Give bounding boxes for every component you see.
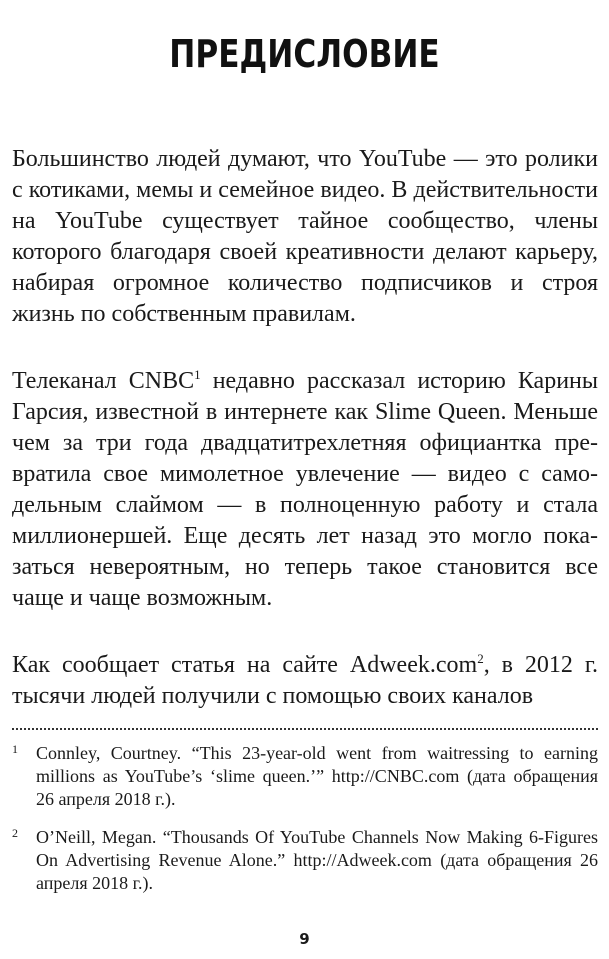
footnote-reference-1: 1 (194, 367, 201, 382)
footnote-number: 1 (12, 742, 18, 756)
page-number: 9 (299, 930, 310, 948)
footnote-divider (12, 728, 598, 730)
footnote-number: 2 (12, 826, 18, 840)
page-title: ПРЕДИСЛОВИЕ (169, 32, 440, 77)
paragraph-adweek-text-end: , в 2012 г. тысячи людей получили с помощью своих каналов (12, 652, 598, 709)
paragraph-cnbc-text-start: Телеканал CNBC (12, 368, 195, 394)
paragraph-adweek (12, 650, 598, 712)
footnote-text: Connley, Courtney. “This 23-year-old went from waitressing to earning millions as YouTube’s ‘slime queen.’” http://CNBC.com (дата обращения 26 апреля 2018 г.). (36, 743, 598, 809)
footnote-text: O’Neill, Megan. “Thousands Of YouTube Channels Now Making 6-Figures On Advertising Revenue Alone.” http://Adweek.com (дата обращения 26 апреля 2018 г.). (36, 827, 598, 893)
footnote-reference-2: 2 (477, 651, 484, 666)
paragraph-adweek-text-start: Как сообщает статья на сайте Adweek.com (12, 652, 478, 678)
footnote-1 (12, 742, 598, 811)
footnote-2 (12, 826, 598, 895)
paragraph-cnbc-text-end: недавно рассказал историю Карины Гарсия, известной в интернете как Slime Queen. Меньше чем за три года двадцатитрехлетняя официантка превратила свое мимолетное увлечение — видео с самодельным слаймом — в полноценную работу и стала миллионершей. Еще десять лет назад это могло показаться невероятным, но теперь такое становится все чаще и чаще возможным. (12, 368, 599, 611)
paragraph-intro: Большинство людей думают, что YouTube — это ролики с котиками, мемы и семейное видео. В действительности на YouTube существует тайное сообщество, члены которого благодаря своей креативности делают карьеру, набирая огромное количество подписчиков и строя жизнь по собственным правилам. (12, 146, 598, 327)
paragraph-cnbc (12, 366, 598, 614)
